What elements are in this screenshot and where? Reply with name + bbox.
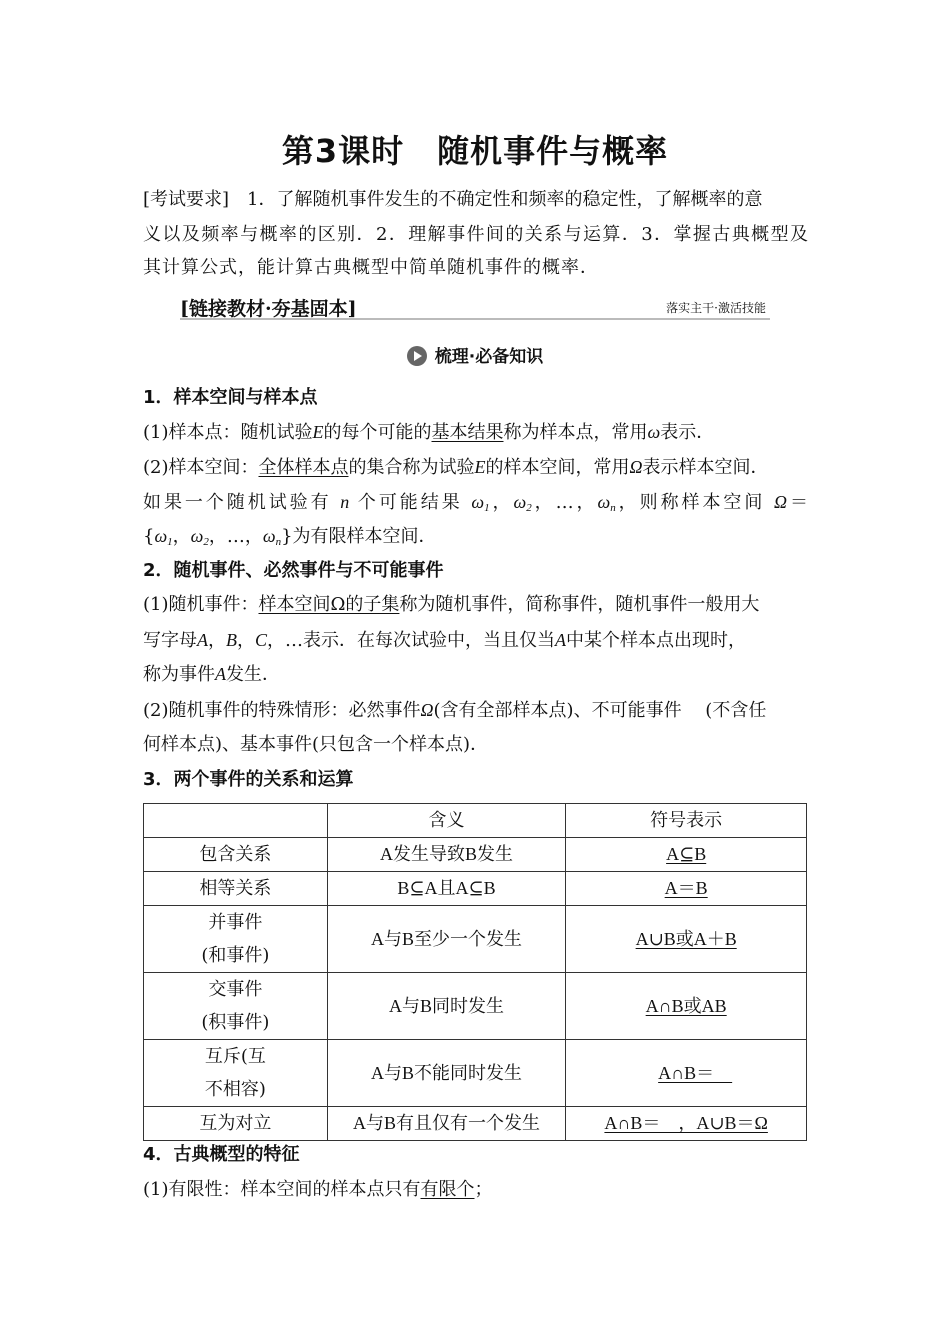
relation-name (144, 872, 328, 906)
text-segment: ， (172, 526, 191, 547)
relation-symbol-text: A∩B＝ (658, 1062, 733, 1083)
relation-meaning (327, 838, 566, 872)
text-segment: ω (471, 492, 485, 512)
text-segment: 1．样本空间与样本点 (143, 387, 318, 408)
text-segment: 基本结果 (431, 422, 504, 443)
relation-name-line: 互为对立 (199, 1113, 272, 1134)
requirements-line-2: 义以及频率与概率的区别．2．理解事件间的关系与运算．3．掌握古典概型及 (143, 224, 808, 245)
text-segment: 如果一个随机试验有 (143, 492, 341, 513)
relation-name-line: 交事件 (208, 979, 263, 1000)
text-segment: ， (489, 492, 514, 513)
text-line (143, 455, 769, 480)
text-segment: A (555, 630, 567, 650)
text-segment: 何样本点)、基本事件(只包含一个样本点)． (143, 734, 489, 755)
relation-symbol-text: A∩B或AB (645, 995, 727, 1016)
text-segment: Ω (420, 700, 434, 720)
relation-name-line: 不相容) (204, 1079, 266, 1100)
relation-symbol (566, 906, 807, 973)
relation-name-line: (和事件) (201, 945, 270, 966)
text-segment: 称为随机事件，简称事件，随机事件一般用大 (399, 594, 760, 615)
relation-name (144, 1040, 328, 1107)
text-segment: (2)样本空间： (143, 457, 259, 478)
text-line (143, 386, 318, 410)
text-segment: 2 (526, 502, 532, 514)
text-segment: 有限个 (420, 1179, 475, 1200)
text-segment: ＝ (787, 492, 808, 513)
relation-name-line: 相等关系 (199, 878, 272, 899)
table-header-cell (144, 804, 328, 838)
text-line (143, 593, 759, 617)
text-segment: ω (513, 492, 527, 512)
text-segment: ω (262, 526, 276, 546)
table-header-cell: 含义 (327, 804, 566, 838)
text-line (143, 628, 746, 653)
text-segment: ω (154, 526, 168, 546)
relation-meaning-text: A发生导致B发生 (380, 844, 514, 864)
relation-name (144, 973, 328, 1040)
text-segment: (1)有限性：样本空间的样本点只有 (143, 1179, 421, 1200)
text-segment: A (215, 664, 226, 684)
requirements-line-3: 其计算公式，能计算古典概型中简单随机事件的概率． (143, 257, 599, 278)
text-segment: n (340, 492, 350, 512)
text-segment: A (197, 630, 208, 650)
subsection-heading (0, 342, 950, 367)
text-segment: ； (474, 1179, 493, 1200)
relation-meaning-text: A与B至少一个发生 (371, 928, 523, 949)
relation-meaning (327, 1040, 566, 1107)
event-relations-table (143, 803, 807, 1141)
relation-symbol (566, 973, 807, 1040)
text-segment: { (143, 526, 155, 547)
table-row (144, 1107, 807, 1141)
text-segment: ，则称样本空间 (615, 492, 775, 513)
relation-meaning-text: A与B有且仅有一个发生 (353, 1113, 541, 1133)
text-segment: n (275, 536, 282, 548)
text-segment: 写字母 (143, 630, 197, 651)
text-line (143, 662, 280, 687)
text-segment: ，…表示．在每次试验中，当且仅当 (267, 630, 556, 651)
relation-meaning (327, 906, 566, 973)
text-line (143, 490, 808, 520)
relation-name (144, 838, 328, 872)
text-segment: 样本空间Ω的子集 (258, 594, 400, 615)
text-segment: ω (190, 526, 204, 546)
text-segment: ， (237, 630, 255, 651)
text-segment: Ω (774, 492, 788, 512)
relation-name-line: 并事件 (208, 912, 263, 933)
text-segment: 全体样本点 (258, 457, 349, 478)
text-segment: ，…， (531, 492, 598, 513)
text-segment: B (226, 630, 237, 650)
text-line (143, 420, 714, 445)
relation-symbol-text: A＝B (664, 878, 708, 898)
text-segment: ，…， (208, 526, 263, 547)
text-segment: 的每个可能的 (323, 422, 432, 443)
text-line (143, 1178, 493, 1202)
text-segment: 表示． (660, 422, 715, 443)
table-row (144, 838, 807, 872)
relation-symbol (566, 872, 807, 906)
relation-name (144, 906, 328, 973)
text-segment: (含有全部样本点)、不可能事件 (不含任 (433, 700, 767, 721)
text-segment: 个可能结果 (349, 492, 472, 513)
text-segment: 3．两个事件的关系和运算 (143, 769, 354, 790)
text-segment: 4．古典概型的特征 (143, 1144, 300, 1165)
relation-symbol-text: A⊆B (666, 844, 707, 864)
text-segment: (1)样本点：随机试验 (143, 422, 313, 443)
table-header-row (144, 804, 807, 838)
section-bar-subtitle: 落实主干·激活技能 (666, 301, 766, 315)
relation-meaning (327, 872, 566, 906)
text-segment: }为有限样本空间． (281, 526, 437, 547)
table-row (144, 973, 807, 1040)
relation-symbol (566, 838, 807, 872)
relation-name (144, 1107, 328, 1141)
text-segment: ω (597, 492, 611, 512)
text-segment: 的样本空间，常用 (485, 457, 630, 478)
text-segment: (2)随机事件的特殊情形：必然事件 (143, 700, 421, 721)
relation-name-line: 互斥(互 (204, 1046, 266, 1067)
text-segment: C (255, 630, 268, 650)
text-segment: 中某个样本点出现时， (566, 630, 747, 651)
relation-meaning-text: A与B不能同时发生 (371, 1062, 523, 1083)
relation-symbol-text: A∪B或A＋B (635, 928, 737, 949)
text-segment: 称为事件 (143, 664, 215, 685)
relation-meaning-text: B⊆A且A⊆B (397, 878, 496, 898)
table-row (144, 906, 807, 973)
table-header-cell: 符号表示 (566, 804, 807, 838)
relation-symbol-text: A∩B＝ ，A∪B＝Ω (604, 1113, 768, 1133)
text-segment: 发生． (226, 664, 280, 685)
relation-symbol (566, 1040, 807, 1107)
text-line (143, 559, 444, 583)
text-segment: (1)随机事件： (143, 594, 259, 615)
requirements-line-1 (143, 188, 763, 212)
text-segment: 1 (484, 502, 490, 514)
text-segment: 称为样本点，常用 (503, 422, 648, 443)
relation-name-line: (积事件) (201, 1012, 270, 1033)
section-bar-title: [链接教材·夯基固本] (180, 298, 357, 320)
relation-meaning-text: A与B同时发生 (389, 995, 505, 1016)
requirements-text: 1．了解随机事件发生的不确定性和频率的稳定性，了解概率的意 (247, 189, 763, 210)
text-line (143, 698, 766, 723)
text-line (143, 1143, 300, 1167)
relation-name-line: 包含关系 (199, 844, 272, 865)
text-segment: ， (208, 630, 226, 651)
text-segment: 表示样本空间． (642, 457, 769, 478)
text-segment: 2 (203, 536, 209, 548)
text-line (143, 524, 437, 554)
section-bar (180, 296, 770, 320)
text-line (143, 733, 488, 757)
requirements-label: [考试要求] (143, 189, 230, 210)
page-title: 第3课时 随机事件与概率 (281, 132, 669, 170)
text-segment: n (610, 502, 616, 514)
relation-meaning (327, 973, 566, 1040)
text-segment: 的集合称为试验 (348, 457, 475, 478)
text-segment: E (312, 422, 324, 442)
text-segment: Ω (629, 457, 643, 477)
text-segment: 1 (167, 536, 173, 548)
text-segment: ω (647, 422, 661, 442)
play-icon (407, 346, 427, 366)
relation-symbol (566, 1107, 807, 1141)
subsection-title: 梳理·必备知识 (434, 347, 544, 367)
text-segment: E (474, 457, 486, 477)
relation-meaning (327, 1107, 566, 1141)
text-line (143, 768, 354, 792)
table-row (144, 1040, 807, 1107)
text-segment: 2．随机事件、必然事件与不可能事件 (143, 560, 444, 581)
table-row (144, 872, 807, 906)
